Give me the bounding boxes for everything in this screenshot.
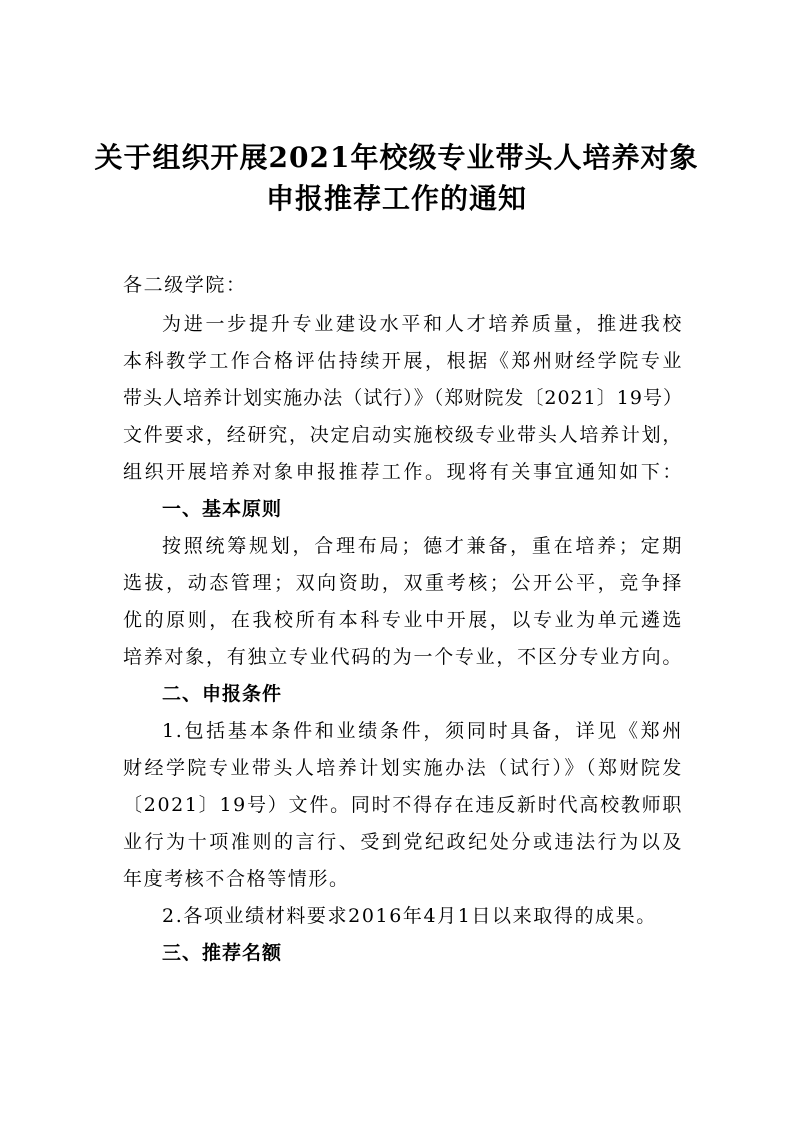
section2-item1-line: 业行为十项准则的言行、受到党纪政纪处分或违法行为以及 <box>123 831 683 853</box>
section-heading-basic-principles: 一、基本原则 <box>162 498 283 520</box>
section1-line: 培养对象，有独立专业代码的为一个专业，不区分专业方向。 <box>123 646 683 668</box>
section2-item1-line: 1.包括基本条件和业绩条件，须同时具备，详见《郑州 <box>162 720 683 742</box>
section2-item1-line: 〔2021〕19号）文件。同时不得存在违反新时代高校教师职 <box>123 794 683 816</box>
intro-line: 组织开展培养对象申报推荐工作。现将有关事宜通知如下： <box>123 461 683 483</box>
section1-line: 优的原则，在我校所有本科专业中开展，以专业为单元遴选 <box>123 609 683 631</box>
salutation: 各二级学院： <box>123 274 247 296</box>
intro-line: 文件要求，经研究，决定启动实施校级专业带头人培养计划， <box>123 424 683 446</box>
intro-line: 带头人培养计划实施办法（试行）》（郑财院发〔2021〕19号） <box>123 387 683 409</box>
section2-item1-line: 财经学院专业带头人培养计划实施办法（试行）》（郑财院发 <box>123 757 683 779</box>
section2-item2-line: 2.各项业绩材料要求2016年4月1日以来取得的成果。 <box>162 905 657 927</box>
section2-item1-line: 年度考核不合格等情形。 <box>123 868 350 890</box>
document-title-line-2: 申报推荐工作的通知 <box>265 182 527 215</box>
section1-line: 按照统筹规划，合理布局；德才兼备，重在培养；定期 <box>162 535 683 557</box>
section-heading-recommendation-quota: 三、推荐名额 <box>162 942 283 964</box>
document-title-line-1: 关于组织开展2021年校级专业带头人培养对象 <box>94 141 699 174</box>
intro-line: 本科教学工作合格评估持续开展，根据《郑州财经学院专业 <box>123 350 683 372</box>
section-heading-application-conditions: 二、申报条件 <box>162 683 283 705</box>
section1-line: 选拔，动态管理；双向资助，双重考核；公开公平，竞争择 <box>123 572 683 594</box>
intro-line: 为进一步提升专业建设水平和人才培养质量，推进我校 <box>162 313 683 335</box>
